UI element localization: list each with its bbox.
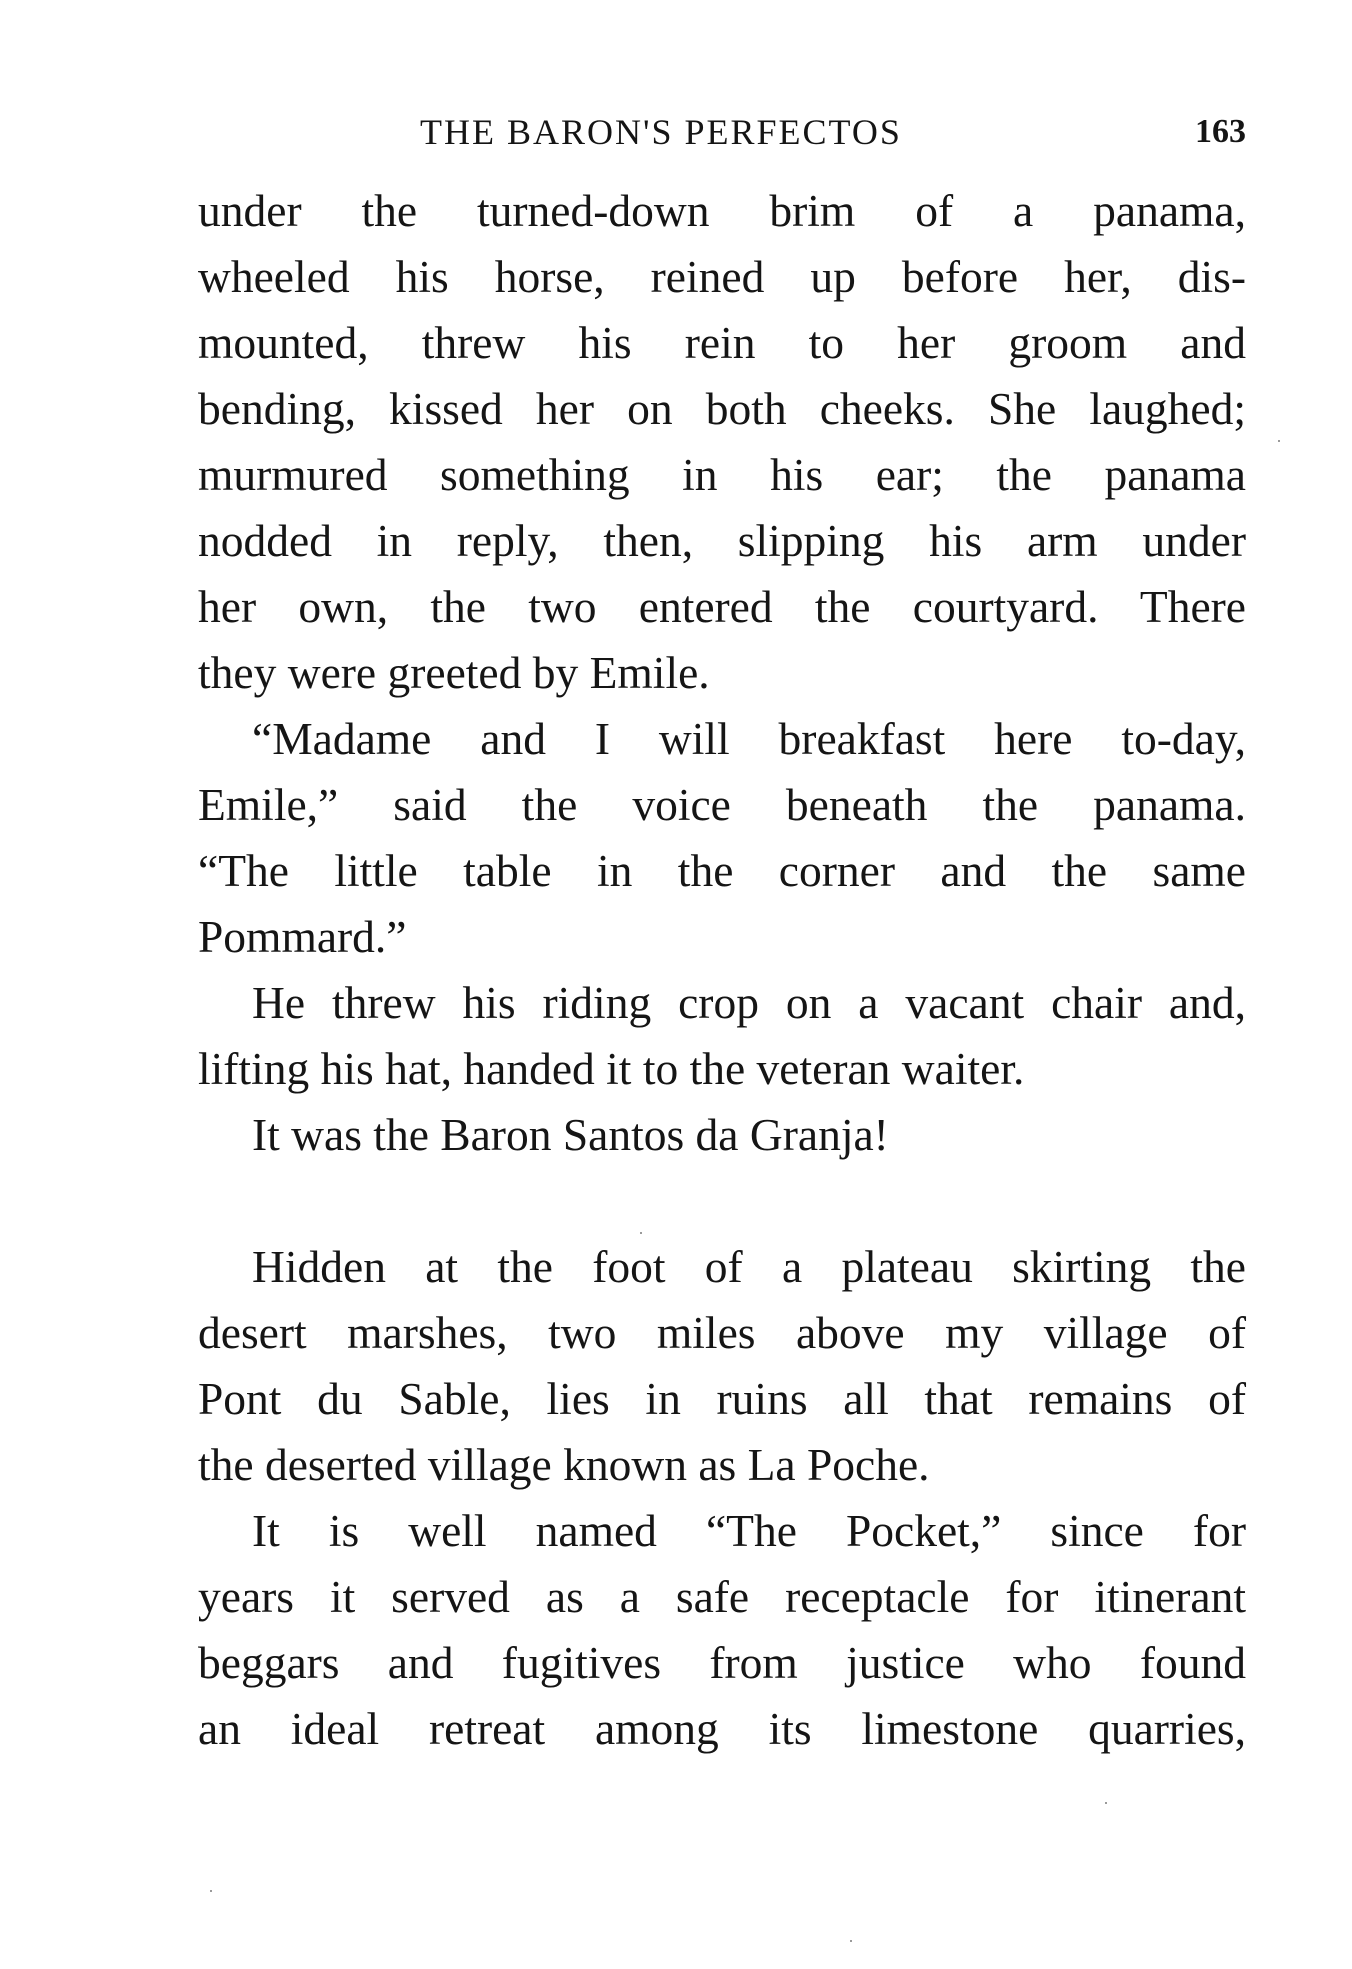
scan-speck [1105, 1802, 1107, 1804]
scan-speck [1278, 440, 1280, 442]
scan-speck [210, 1890, 212, 1892]
text-line: wheeled his horse, reined up before her, dis- [198, 251, 1246, 302]
page-number: 163 [1195, 113, 1246, 150]
paragraph-4 [198, 1102, 1246, 1168]
text-line: Pont du Sable, lies in ruins all that remains of [198, 1373, 1246, 1424]
text-line: they were greeted by Emile. [198, 647, 710, 698]
text-line: mounted, threw his rein to her groom and [198, 317, 1246, 368]
text-line: It is well named “The Pocket,” since for [252, 1505, 1246, 1556]
text-line: desert marshes, two miles above my village of [198, 1307, 1246, 1358]
body-text [198, 178, 1246, 1762]
text-line: under the turned-down brim of a panama, [198, 185, 1246, 236]
text-line: beggars and fugitives from justice who found [198, 1637, 1246, 1688]
text-line: Emile,” said the voice beneath the panama. [198, 779, 1246, 830]
text-line: murmured something in his ear; the panama [198, 449, 1246, 500]
text-line: lifting his hat, handed it to the veteran waiter. [198, 1043, 1025, 1094]
running-head [198, 108, 1246, 156]
paragraph-2 [198, 706, 1246, 970]
paragraph-5 [198, 1234, 1246, 1498]
scan-speck [640, 1232, 642, 1234]
text-line: “The little table in the corner and the same [198, 845, 1246, 896]
text-line: her own, the two entered the courtyard. There [198, 581, 1246, 632]
running-title: THE BARON'S PERFECTOS [420, 112, 902, 152]
paragraph-3 [198, 970, 1246, 1102]
paragraph-6 [198, 1498, 1246, 1762]
text-line: bending, kissed her on both cheeks. She laughed; [198, 383, 1246, 434]
text-line: It was the Baron Santos da Granja! [252, 1109, 889, 1160]
paragraph-1 [198, 178, 1246, 706]
text-line: nodded in reply, then, slipping his arm under [198, 515, 1246, 566]
text-line: an ideal retreat among its limestone quarries, [198, 1703, 1246, 1754]
text-line: the deserted village known as La Poche. [198, 1439, 930, 1490]
text-line: years it served as a safe receptacle for itinerant [198, 1571, 1246, 1622]
text-line: “Madame and I will breakfast here to-day, [252, 713, 1246, 764]
text-line: He threw his riding crop on a vacant chair and, [252, 977, 1246, 1028]
text-line: Hidden at the foot of a plateau skirting the [252, 1241, 1246, 1292]
scan-speck [850, 1940, 852, 1942]
section-break [198, 1168, 1246, 1234]
text-line: Pommard.” [198, 911, 407, 962]
